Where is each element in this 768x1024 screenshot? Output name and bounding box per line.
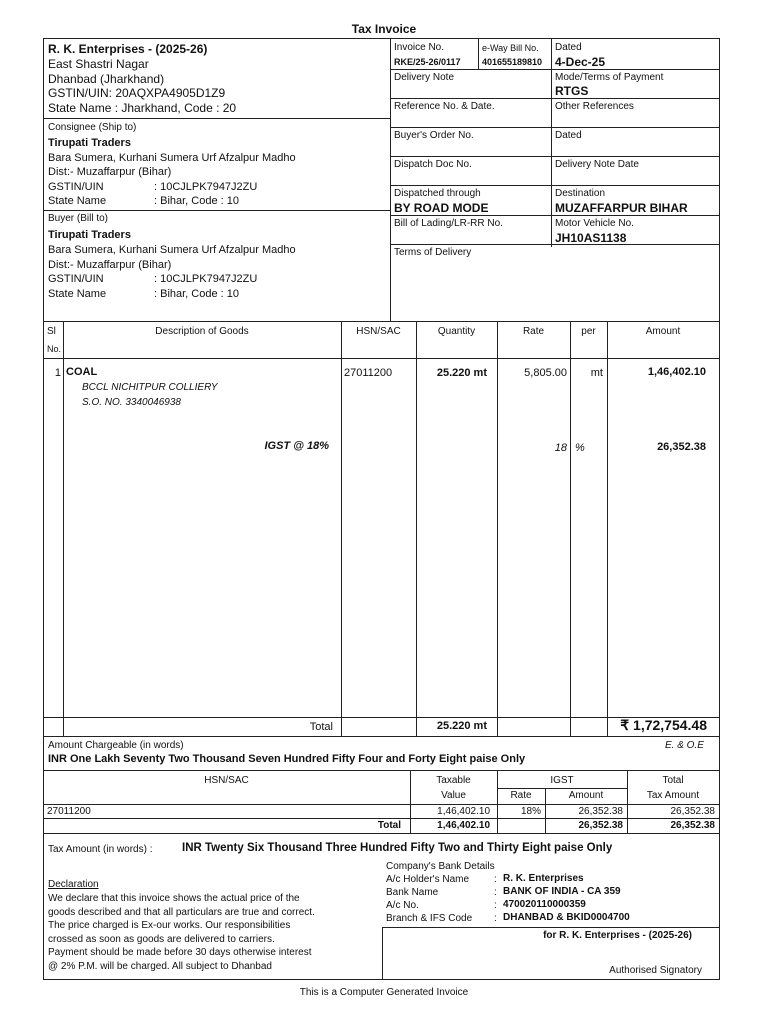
seller-name: R. K. Enterprises - (2025-26): [48, 42, 208, 56]
tax-total-label: Total: [377, 820, 401, 831]
tax-h-igst: IGST: [550, 775, 574, 786]
seller-state: State Name : Jharkhand, Code : 20: [48, 101, 237, 115]
buyer-gstin-label: GSTIN/UIN: [48, 273, 104, 285]
tax-h-tax-amount: Tax Amount: [646, 790, 700, 801]
reference-label: Reference No. & Date.: [394, 101, 495, 112]
declaration-line-6: @ 2% P.M. will be charged. All subject to Dhanbad: [48, 961, 272, 972]
destination-value: MUZAFFARPUR BIHAR: [555, 201, 688, 215]
tax-header-bottom: [43, 804, 720, 805]
meta-sep-2: [390, 98, 719, 99]
declaration-line-4: crossed as soon as goods are delivered to carriers.: [48, 934, 275, 945]
tax-row-rate: 18%: [520, 806, 541, 817]
item-hsn: 27011200: [344, 367, 393, 379]
header-quantity: Quantity: [437, 326, 476, 337]
header-hsn: HSN/SAC: [356, 326, 401, 337]
bank-branch-label: Branch & IFS Code: [386, 913, 473, 924]
total-label: Total: [309, 721, 333, 733]
col-sl-div: [63, 321, 64, 736]
header-divider: [390, 38, 391, 321]
tax-words-label: Tax Amount (in words) :: [48, 844, 153, 855]
header-rate: Rate: [522, 326, 545, 337]
buyer-state-label: State Name: [48, 288, 107, 300]
tax-total-amount: 26,352.38: [578, 820, 623, 831]
tax-h-rate: Rate: [510, 790, 532, 801]
tax-h-amount: Amount: [568, 790, 604, 801]
tax-table-top: [43, 770, 720, 771]
tax-total-value: 1,46,402.10: [437, 820, 490, 831]
bank-acno-label: A/c No.: [386, 900, 419, 911]
buyer-name: Tirupati Traders: [48, 229, 131, 241]
seller-address-2: Dhanbad (Jharkhand): [48, 72, 165, 86]
sign-authorised: Authorised Signatory: [609, 965, 702, 976]
header-per: per: [581, 326, 596, 337]
delivery-note-date-label: Delivery Note Date: [555, 159, 639, 170]
igst-sub-line: [497, 788, 627, 789]
goods-header-bottom: [43, 358, 720, 359]
tax-words-value: INR Twenty Six Thousand Three Hundred Fifty Two and Thirty Eight paise Only: [182, 842, 613, 854]
tax-row-total: 26,352.38: [670, 806, 715, 817]
tax-table-bottom: [43, 833, 720, 834]
tax-h-value: Value: [441, 790, 466, 801]
meta-sep-1: [390, 69, 719, 70]
buyers-order-label: Buyer's Order No.: [394, 130, 474, 141]
header-amount: Amount: [645, 326, 681, 337]
bank-name: BANK OF INDIA - CA 359: [503, 886, 621, 897]
bill-of-lading-label: Bill of Lading/LR-RR No.: [394, 218, 503, 229]
sign-box-top: [382, 927, 720, 928]
item-sl: 1: [54, 367, 61, 379]
item-amount: 1,46,402.10: [647, 366, 706, 378]
bank-name-label: Bank Name: [386, 887, 439, 898]
declaration-line-5: Payment should be made before 30 days otherwise interest: [48, 947, 312, 958]
bank-heading: Company's Bank Details: [386, 861, 495, 872]
bank-colon-1: :: [494, 874, 497, 885]
bank-branch: DHANBAD & BKID0004700: [503, 912, 630, 923]
col-per-div: [607, 321, 608, 736]
other-ref-label: Other References: [555, 101, 634, 112]
consignee-address-2: Dist:- Muzaffarpur (Bihar): [48, 166, 172, 178]
tax-rate: 18: [554, 442, 567, 454]
consignee-heading: Consignee (Ship to): [48, 122, 137, 133]
buyer-address-2: Dist:- Muzaffarpur (Bihar): [48, 259, 172, 271]
destination-label: Destination: [555, 188, 606, 199]
consignee-gstin-label: GSTIN/UIN: [48, 181, 104, 193]
consignee-name: Tirupati Traders: [48, 137, 131, 149]
seller-gstin: GSTIN/UIN: 20AQXPA4905D1Z9: [48, 86, 226, 100]
bank-colon-3: :: [494, 900, 497, 911]
consignee-state-value: : Bihar, Code : 10: [154, 195, 239, 207]
declaration-heading: Declaration: [48, 879, 99, 890]
tax-row-bottom: [43, 818, 720, 819]
total-amount: ₹ 1,72,754.48: [620, 717, 707, 733]
bank-colon-2: :: [494, 887, 497, 898]
sign-for: for R. K. Enterprises - (2025-26): [543, 930, 692, 941]
buyer-state-value: : Bihar, Code : 10: [154, 288, 239, 300]
buyer-address-1: Bara Sumera, Kurhani Sumera Urf Afzalpur Madho: [48, 244, 296, 256]
footer-note: This is a Computer Generated Invoice: [299, 987, 469, 998]
consignee-gstin-value: : 10CJLPK7947J2ZU: [154, 181, 258, 193]
meta-sep-6: [390, 215, 719, 216]
motor-vehicle-label: Motor Vehicle No.: [555, 218, 634, 229]
declaration-line-3: The price charged is Ex-our works. Our responsibilities: [48, 920, 291, 931]
item-sub-2: S.O. NO. 3340046938: [82, 397, 181, 408]
col-qty-div: [497, 321, 498, 736]
goods-bottom: [43, 736, 720, 737]
eway-label: e-Way Bill No.: [482, 43, 539, 53]
bank-holder: R. K. Enterprises: [503, 873, 584, 884]
mode-label: Mode/Terms of Payment: [555, 72, 664, 83]
tax-total-total: 26,352.38: [670, 820, 715, 831]
invoice-no-value: RKE/25-26/0117: [394, 57, 461, 67]
tax-amount: 26,352.38: [657, 441, 706, 453]
dispatch-doc-label: Dispatch Doc No.: [394, 159, 472, 170]
consignee-address-1: Bara Sumera, Kurhani Sumera Urf Afzalpur Madho: [48, 152, 296, 164]
consignee-bottom: [43, 210, 390, 211]
seller-bottom: [43, 118, 390, 119]
header-no: No.: [47, 344, 62, 354]
tax-label: IGST @ 18%: [264, 440, 329, 452]
eway-divider: [478, 38, 479, 70]
bank-holder-label: A/c Holder's Name: [386, 874, 470, 885]
dated2-label: Dated: [555, 130, 582, 141]
bank-acno: 470020110000359: [503, 899, 586, 910]
frame-top: [43, 38, 720, 39]
meta-sep-4: [390, 156, 719, 157]
bank-colon-4: :: [494, 913, 497, 924]
terms-label: Terms of Delivery: [394, 247, 472, 258]
buyer-heading: Buyer (Bill to): [48, 213, 109, 224]
tax-h-taxable: Taxable: [436, 775, 471, 786]
tax-row-amount: 26,352.38: [578, 806, 623, 817]
total-quantity: 25.220 mt: [436, 720, 487, 732]
mode-value: RTGS: [555, 84, 589, 98]
item-rate: 5,805.00: [524, 367, 567, 379]
delivery-note-label: Delivery Note: [394, 72, 455, 83]
declaration-line-1: We declare that this invoice shows the actual price of the: [48, 893, 300, 904]
frame-left: [43, 38, 44, 980]
header-sl: Sl: [47, 326, 56, 337]
tax-h-hsn: HSN/SAC: [204, 775, 249, 786]
tax-per: %: [575, 442, 585, 454]
meta-sep-5: [390, 185, 719, 186]
item-per: mt: [590, 367, 603, 379]
words-value: INR One Lakh Seventy Two Thousand Seven Hundred Fifty Four and Forty Eight paise Only: [48, 753, 526, 765]
tax-h-total: Total: [662, 775, 684, 786]
dispatched-through-label: Dispatched through: [394, 188, 481, 199]
frame-right: [719, 38, 720, 980]
motor-vehicle-value: JH10AS1138: [555, 231, 627, 245]
buyer-gstin-value: : 10CJLPK7947J2ZU: [154, 273, 258, 285]
eoe: E. & O.E: [665, 740, 704, 751]
dispatched-through-value: BY ROAD MODE: [394, 201, 489, 215]
tax-row-value: 1,46,402.10: [437, 806, 490, 817]
item-quantity: 25.220 mt: [436, 367, 487, 379]
eway-value: 401655189810: [482, 57, 543, 67]
header-description: Description of Goods: [155, 326, 249, 337]
item-name: COAL: [66, 366, 98, 378]
tax-row-hsn: 27011200: [47, 806, 91, 817]
words-label: Amount Chargeable (in words): [48, 740, 184, 751]
col-desc-div: [341, 321, 342, 736]
dated-label: Dated: [555, 42, 582, 53]
col-rate-div: [570, 321, 571, 736]
col-hsn-div: [416, 321, 417, 736]
goods-top: [43, 321, 720, 322]
consignee-state-label: State Name: [48, 195, 107, 207]
item-sub-1: BCCL NICHITPUR COLLIERY: [82, 382, 218, 393]
declaration-line-2: goods described and that all particulars are true and correct.: [48, 907, 315, 918]
page-title: Tax Invoice: [351, 22, 417, 36]
seller-address-1: East Shastri Nagar: [48, 57, 149, 71]
meta-sep-3: [390, 127, 719, 128]
dated-value: 4-Dec-25: [555, 55, 606, 69]
invoice-no-label: Invoice No.: [394, 42, 445, 53]
